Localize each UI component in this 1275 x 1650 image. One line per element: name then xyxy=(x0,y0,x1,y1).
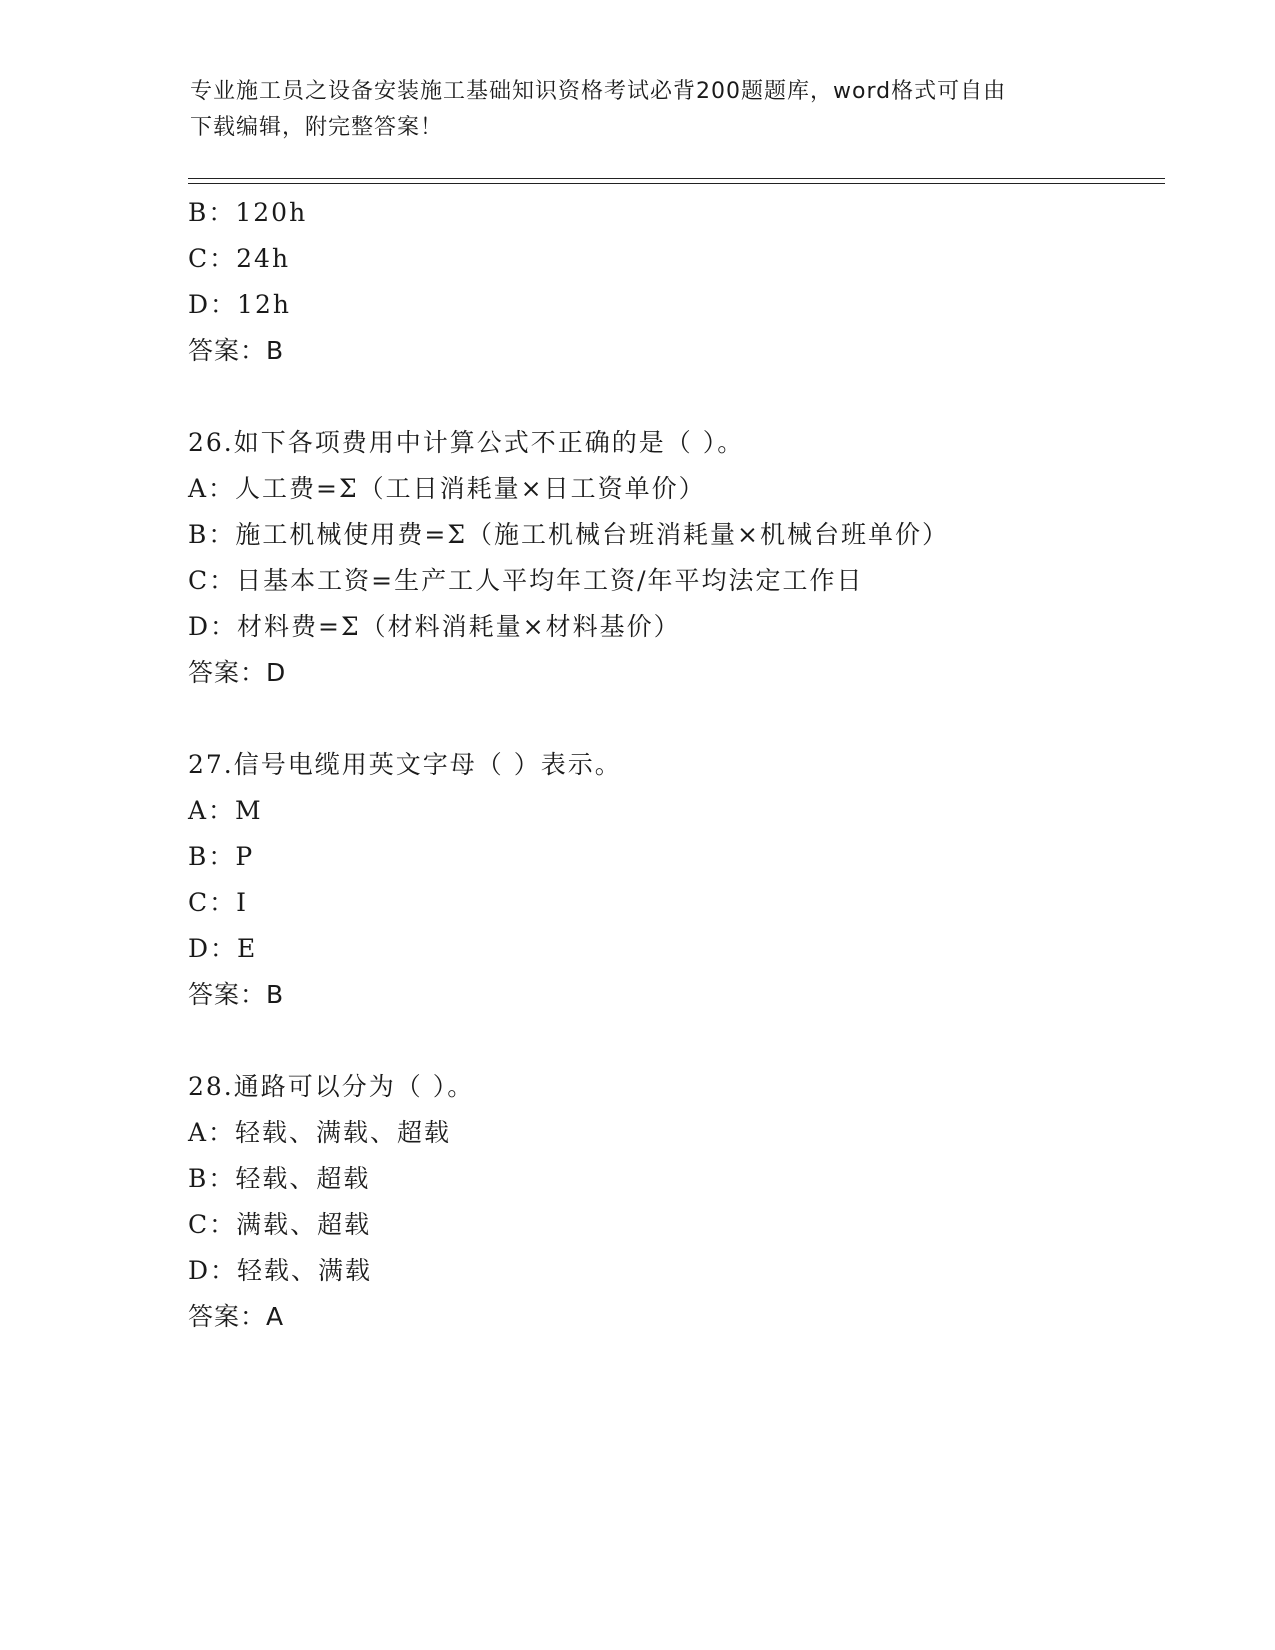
option-b: B：施工机械使用费=Σ（施工机械台班消耗量×机械台班单价） xyxy=(188,520,949,549)
answer-line: 答案：A xyxy=(188,1302,285,1331)
option-c: C：24h xyxy=(188,244,291,273)
option-a: A：M xyxy=(188,796,263,825)
question-27 xyxy=(188,742,1188,1018)
question-26 xyxy=(188,420,1188,696)
question-stem: 26.如下各项费用中计算公式不正确的是（ ）。 xyxy=(188,428,745,457)
option-b: B：轻载、超载 xyxy=(188,1164,371,1193)
option-a: A：轻载、满载、超载 xyxy=(188,1118,452,1147)
header-line-2: 下载编辑，附完整答案！ xyxy=(190,115,444,140)
option-d: D：轻载、满载 xyxy=(188,1256,373,1285)
option-a: A：人工费=Σ（工日消耗量×日工资单价） xyxy=(188,474,706,503)
document-header xyxy=(190,74,1090,146)
header-line-1: 专业施工员之设备安装施工基础知识资格考试必背200题题库，word格式可自由 xyxy=(190,79,1007,104)
option-b: B：P xyxy=(188,842,255,871)
question-stem: 27.信号电缆用英文字母（ ）表示。 xyxy=(188,750,622,779)
spacer xyxy=(188,1018,1188,1064)
question-stem: 28.通路可以分为（ ）。 xyxy=(188,1072,475,1101)
option-c: C：满载、超载 xyxy=(188,1210,372,1239)
option-c: C：日基本工资=生产工人平均年工资/年平均法定工作日 xyxy=(188,566,864,595)
option-b: B：120h xyxy=(188,198,308,227)
spacer xyxy=(188,696,1188,742)
answer-line: 答案：D xyxy=(188,658,287,687)
option-d: D：12h xyxy=(188,290,291,319)
prev-question-block xyxy=(188,190,1188,374)
question-list xyxy=(188,190,1188,1340)
option-d: D：E xyxy=(188,934,258,963)
question-28 xyxy=(188,1064,1188,1340)
answer-line: 答案：B xyxy=(188,336,285,365)
header-divider-bottom xyxy=(188,183,1165,184)
answer-line: 答案：B xyxy=(188,980,285,1009)
option-d: D：材料费=Σ（材料消耗量×材料基价） xyxy=(188,612,681,641)
option-c: C：I xyxy=(188,888,249,917)
spacer xyxy=(188,374,1188,420)
header-divider-top xyxy=(188,178,1165,179)
